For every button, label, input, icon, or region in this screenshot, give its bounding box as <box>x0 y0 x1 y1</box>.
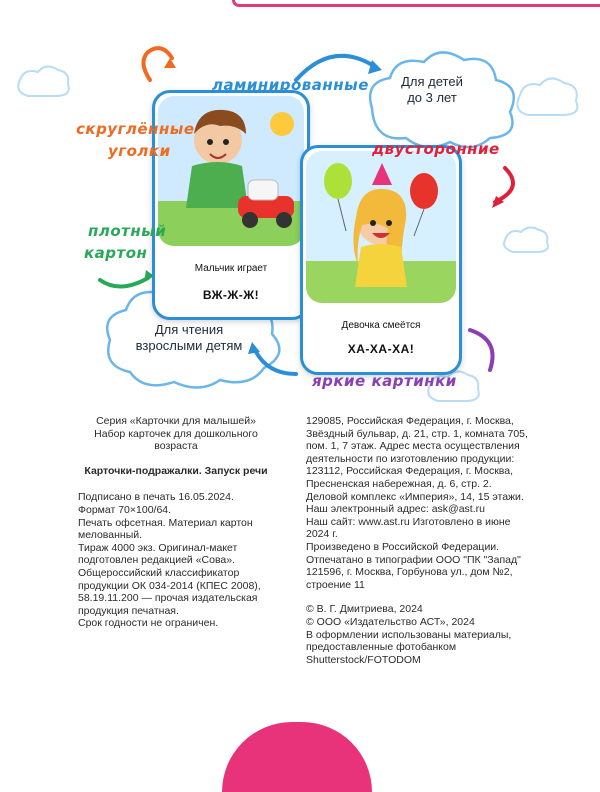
tag-rounded-2: уголки <box>108 142 171 160</box>
imprint-block <box>78 491 274 630</box>
cloud-reading-label: Для чтения взрослыми детям <box>135 322 243 353</box>
bottom-decorative-shape <box>222 722 372 792</box>
arrow-green <box>100 278 148 287</box>
girl-illustration <box>306 151 456 303</box>
tag-dense-2: картон <box>84 244 148 262</box>
boy-illustration <box>158 96 304 246</box>
copyright-block <box>306 603 530 666</box>
card-girl <box>300 145 462 375</box>
tag-rounded-1: скруглённые <box>76 120 195 138</box>
imprint-line: Печать офсетная. Материал картон мелованный. <box>78 516 253 542</box>
copyright-line: © ООО «Издательство АСТ», 2024 <box>306 615 475 628</box>
address-block: 129085, Российская Федерация, г. Москва, Звёздный бульвар, д. 21, стр. 1, комната 705, пом. 1, 7 этаж. Адрес места осуществления деятельности по изготовлению продукции: 123112, Российская Федерация, г. Москва, Пресненская набережная, д. 6, стр. 2. Деловой комплекс «Империя», 14, 15 этажи. <box>306 415 528 503</box>
copyright-line: В оформлении использованы материалы, предоставленные фотобанком Shutterstock/FOTODOM <box>306 628 512 666</box>
card-boy-caption: Мальчик играет <box>194 263 268 274</box>
imprint-line: Срок годности не ограничен. <box>78 617 219 630</box>
card-girl-sound: ХА-ХА-ХА! <box>347 342 415 356</box>
book-title: Карточки-подражалки. Запуск речи <box>84 464 268 477</box>
set-line: Набор карточек для дошкольного возраста <box>94 427 258 453</box>
arrow-purple <box>470 330 493 370</box>
tag-two-sided: двусторонние <box>372 140 500 158</box>
card-boy-sound: ВЖ-Ж-Ж! <box>202 288 260 302</box>
copyright-line: © В. Г. Дмитриева, 2024 <box>306 603 423 616</box>
card-girl-picture <box>306 151 456 303</box>
cloud-small-4 <box>504 227 548 252</box>
email-line: Наш электронный адрес: ask@ast.ru <box>306 503 485 516</box>
card-boy-picture <box>158 96 304 246</box>
left-column <box>78 415 274 630</box>
imprint-line: Общероссийский классификатор продукции ОК 034-2014 (КПЕС 2008), 58.19.11.200 — прочая издательская продукция печатная. <box>78 566 261 617</box>
series-line: Серия «Карточки для малышей» <box>96 415 256 427</box>
cloud-small-1 <box>517 78 577 115</box>
made-in-line: Произведено в Российской Федерации. <box>306 540 500 553</box>
site-line: Наш сайт: www.ast.ru Изготовлено в июне 2024 г. <box>306 515 511 541</box>
tag-bright: яркие картинки <box>312 372 457 390</box>
imprint-line: Формат 70×100/64. <box>78 503 172 516</box>
imprint-line: Тираж 4000 экз. Оригинал-макет подготовлен редакцией «Сова». <box>78 541 238 567</box>
arrow-red <box>495 168 513 202</box>
printer-line: Отпечатано в типографии ООО "ПК "Запад" 121596, г. Москва, Горбунова ул., дом №2, строение 11 <box>306 553 521 591</box>
cloud-age-label: Для детей до 3 лет <box>401 74 463 105</box>
tag-dense-1: плотный <box>88 222 167 240</box>
imprint-line: Подписано в печать 16.05.2024. <box>78 491 234 504</box>
card-girl-caption: Девочка смеётся <box>341 320 421 331</box>
tag-laminated: ламинированные <box>212 76 369 94</box>
cloud-small-2 <box>18 66 69 96</box>
right-column <box>306 415 530 666</box>
